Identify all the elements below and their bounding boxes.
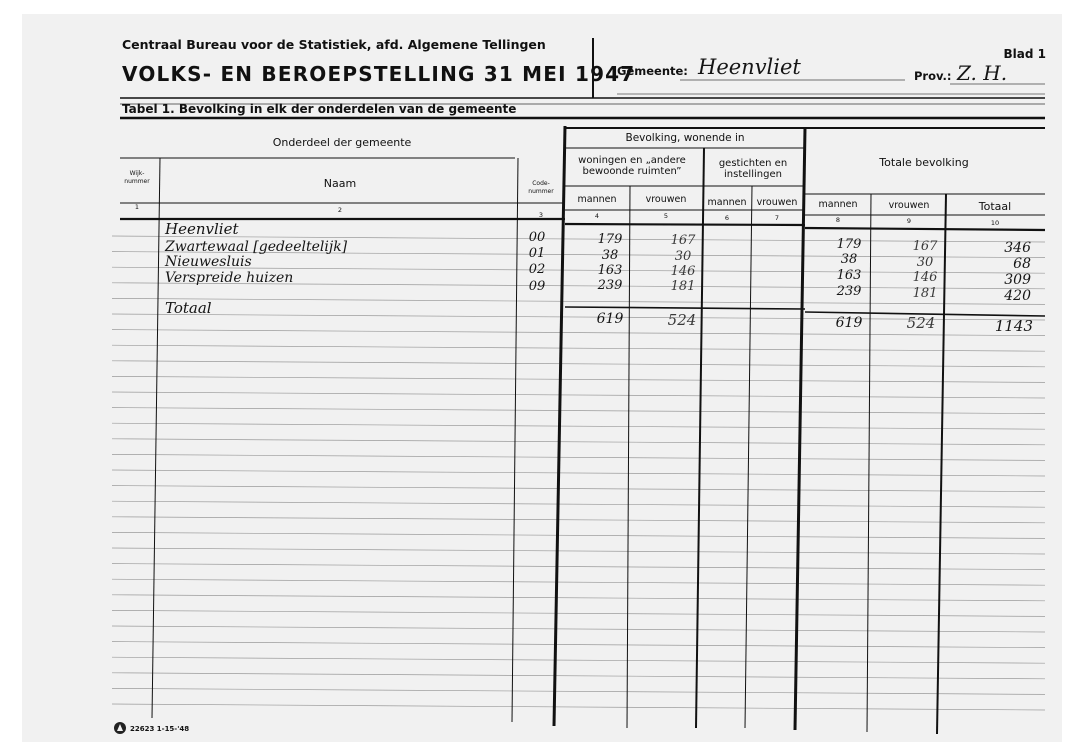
colnum-8: 8 xyxy=(835,216,841,224)
row-4-tot-vrouwen: 181 xyxy=(912,286,938,301)
row-1-code: 00 xyxy=(528,230,546,245)
totals-mannen: 619 xyxy=(596,311,624,327)
row-4-tot-mannen: 239 xyxy=(836,284,862,299)
paper-sheet xyxy=(22,14,1062,742)
wijk-header-1: Wijk- xyxy=(129,170,145,177)
row-4-mannen: 239 xyxy=(597,278,623,293)
form-title: VOLKS- EN BEROEPSTELLING 31 MEI 1947 xyxy=(122,62,636,86)
col7-vrouwen: vrouwen xyxy=(756,197,798,208)
gemeente-label: Gemeente: xyxy=(617,64,688,78)
colnum-1: 1 xyxy=(134,203,140,211)
row-1-vrouwen: 167 xyxy=(670,233,696,248)
row-4-naam: Verspreide huizen xyxy=(165,270,294,286)
totals-vrouwen: 524 xyxy=(667,311,697,329)
row-2-naam: Zwartewaal [gedeeltelijk] xyxy=(165,239,348,255)
woningen-header-1: woningen en „andere xyxy=(578,155,686,166)
row-3-vrouwen: 146 xyxy=(670,264,696,279)
colnum-3: 3 xyxy=(538,211,544,219)
row-3-tot-vrouwen: 146 xyxy=(912,270,938,285)
totals-tot-vrouwen: 524 xyxy=(906,314,936,332)
row-2-code: 01 xyxy=(528,246,546,261)
col10-totaal: Totaal xyxy=(978,200,1012,213)
wijk-header-2: nummer xyxy=(124,178,150,185)
row-2-totaal: 68 xyxy=(1013,256,1031,272)
row-3-code: 02 xyxy=(528,262,546,277)
row-3-totaal: 309 xyxy=(1004,272,1031,288)
row-1-mannen: 179 xyxy=(597,232,623,247)
prov-label: Prov.: xyxy=(914,69,952,83)
colnum-6: 6 xyxy=(724,214,730,222)
blad-label: Blad 1 xyxy=(1003,47,1046,61)
colnum-2: 2 xyxy=(337,206,343,214)
colnum-9: 9 xyxy=(906,217,912,225)
gemeente-value: Heenvliet xyxy=(698,55,801,79)
totals-label: Totaal xyxy=(165,299,212,317)
row-1-totaal: 346 xyxy=(1004,240,1031,256)
row-1-tot-mannen: 179 xyxy=(836,237,862,252)
row-2-mannen: 38 xyxy=(601,248,619,263)
gestichten-header-1: gestichten en xyxy=(718,158,788,169)
col4-mannen: mannen xyxy=(577,194,617,205)
code-header-1: Code- xyxy=(532,180,550,187)
prov-value: Z. H. xyxy=(957,61,1008,85)
colnum-5: 5 xyxy=(663,212,669,220)
row-3-tot-mannen: 163 xyxy=(836,268,862,283)
row-1-tot-vrouwen: 167 xyxy=(912,239,938,254)
row-4-code: 09 xyxy=(528,279,546,294)
col9-vrouwen: vrouwen xyxy=(888,200,930,211)
table-title: Tabel 1. Bevolking in elk der onderdelen van de gemeente xyxy=(122,102,517,116)
col6-mannen: mannen xyxy=(707,197,747,208)
code-header-2: nummer xyxy=(528,188,554,195)
row-2-tot-vrouwen: 30 xyxy=(916,255,934,270)
colnum-10: 10 xyxy=(990,219,1000,227)
colnum-7: 7 xyxy=(774,214,780,222)
col8-mannen: mannen xyxy=(818,199,858,210)
totals-tot-mannen: 619 xyxy=(835,315,863,331)
col5-vrouwen: vrouwen xyxy=(645,194,687,205)
row-4-vrouwen: 181 xyxy=(670,279,696,294)
bevolking-wonende-header: Bevolking, wonende in xyxy=(625,132,745,144)
printer-logo-icon xyxy=(114,722,126,734)
bureau-line: Centraal Bureau voor de Statistiek, afd. Algemene Tellingen xyxy=(122,37,546,52)
row-2-vrouwen: 30 xyxy=(674,249,692,264)
row-2-tot-mannen: 38 xyxy=(840,252,858,267)
row-3-naam: Nieuwesluis xyxy=(165,254,252,270)
woningen-header-2: bewoonde ruimten” xyxy=(582,166,682,177)
row-4-totaal: 420 xyxy=(1004,288,1031,304)
naam-header: Naam xyxy=(323,177,357,190)
form-code: 22623 1-15-'48 xyxy=(130,725,190,733)
row-1-naam: Heenvliet xyxy=(165,220,239,238)
gestichten-header-2: instellingen xyxy=(724,169,782,180)
colnum-4: 4 xyxy=(594,212,600,220)
body-top-rule-mid xyxy=(565,224,805,225)
onderdeel-header: Onderdeel der gemeente xyxy=(272,136,412,149)
totals-totaal: 1143 xyxy=(994,317,1033,335)
totale-bevolking-header: Totale bevolking xyxy=(879,156,969,169)
row-3-mannen: 163 xyxy=(597,263,623,278)
